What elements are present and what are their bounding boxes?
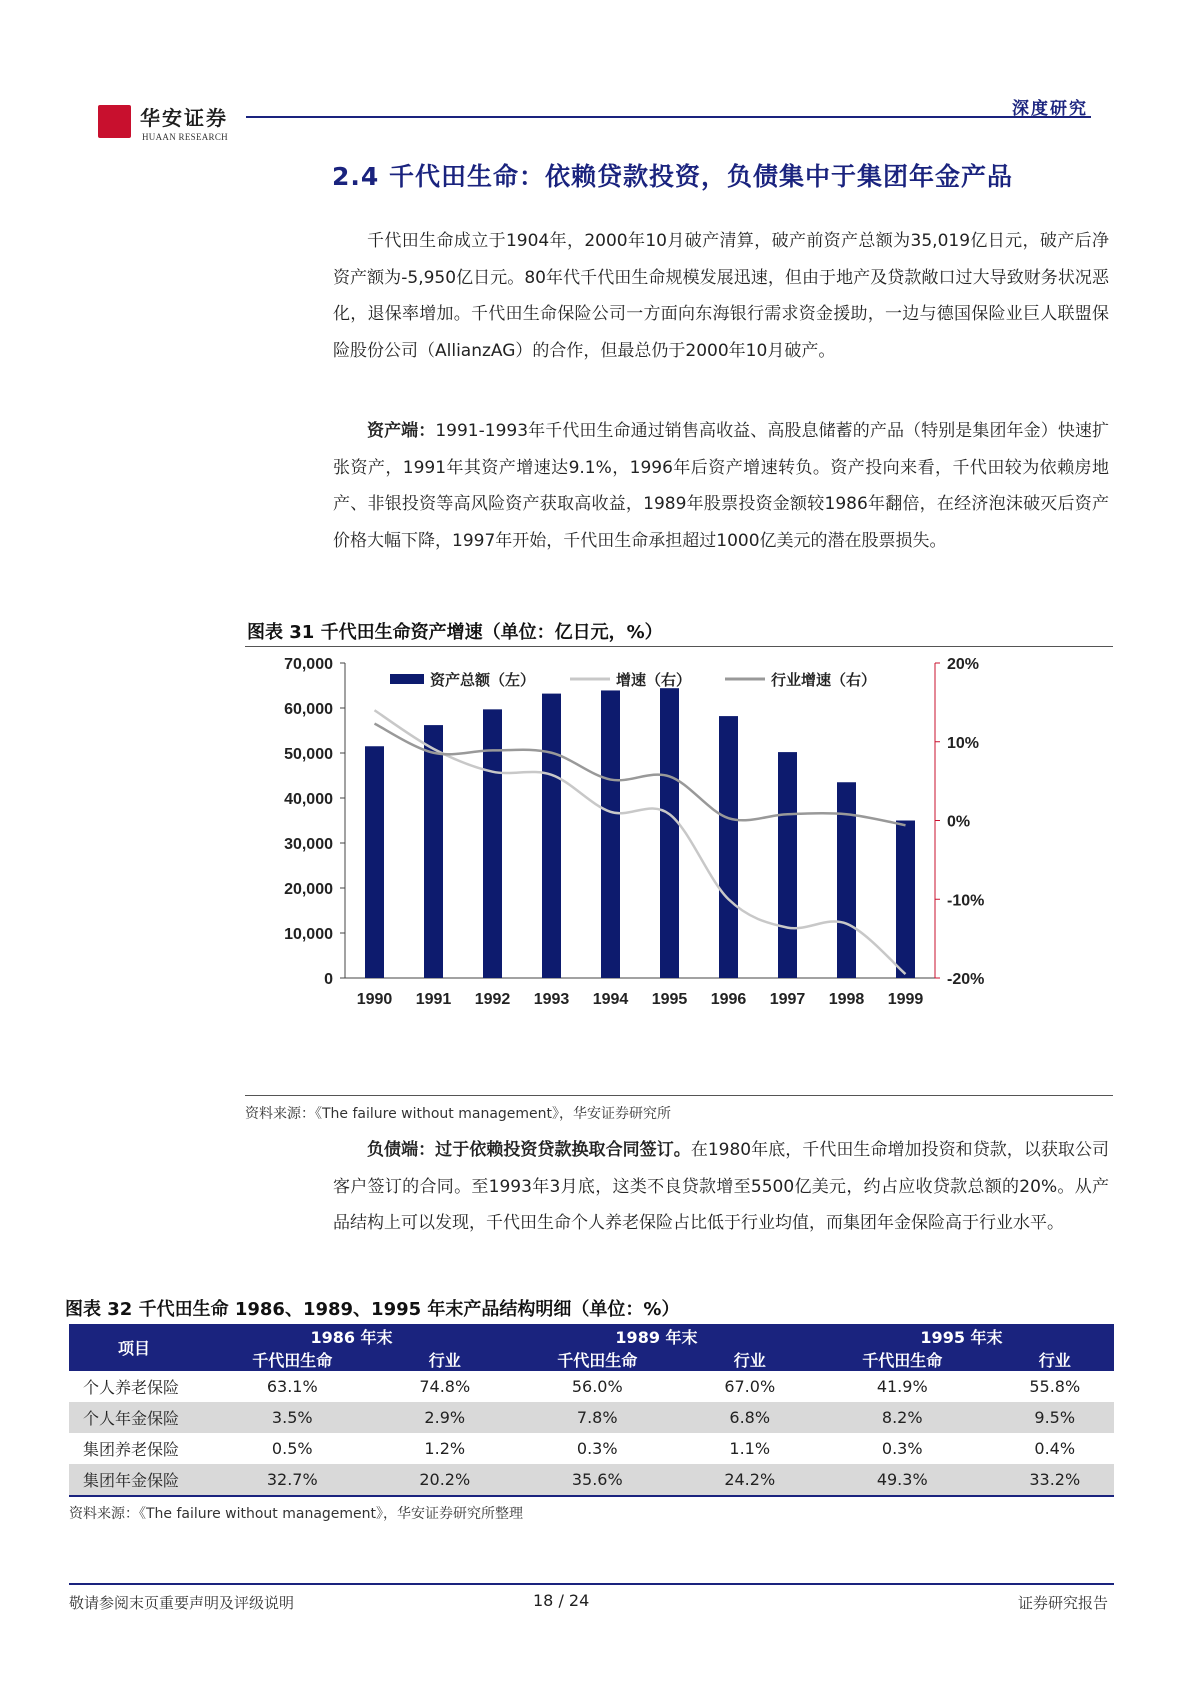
right-tick-label: 10% bbox=[947, 734, 980, 752]
footer-report-type: 证券研究报告 bbox=[1017, 1594, 1108, 1612]
figure32-source: 资料来源：《The failure without management》，华安证券研究所整理 bbox=[69, 1506, 524, 1522]
header-rule bbox=[246, 116, 1091, 118]
legend-swatch-bar bbox=[390, 674, 424, 684]
bar-1995 bbox=[660, 688, 679, 978]
x-tick-label: 1997 bbox=[769, 991, 806, 1008]
legend-label: 行业增速（右） bbox=[771, 671, 877, 689]
table-row bbox=[69, 1433, 1114, 1464]
legend-label: 资产总额（左） bbox=[430, 671, 536, 689]
table-year-header: 1986 年末 bbox=[199, 1324, 504, 1348]
section-title: 2.4 千代田生命：依赖贷款投资，负债集中于集团年金产品 bbox=[332, 162, 1013, 191]
table-subheader: 千代田生命 bbox=[504, 1348, 691, 1371]
table-cell: 74.8% bbox=[419, 1377, 471, 1396]
figure31-source: 资料来源：《The failure without management》，华安证券研究所 bbox=[245, 1106, 672, 1122]
left-tick-label: 70,000 bbox=[284, 656, 333, 673]
table-cell: 6.8% bbox=[691, 1402, 809, 1433]
legend-label: 增速（右） bbox=[616, 671, 692, 689]
table-subheader: 行业 bbox=[995, 1348, 1114, 1371]
table-cell: 24.2% bbox=[691, 1464, 809, 1496]
table-year-header: 1989 年末 bbox=[504, 1324, 809, 1348]
page-number: 18 / 24 bbox=[533, 1591, 590, 1610]
figure31-caption: 图表 31 千代田生命资产增速（单位：亿日元，%） bbox=[247, 622, 663, 643]
right-tick-label: 20% bbox=[947, 656, 980, 673]
footer-disclaimer: 敬请参阅末页重要声明及评级说明 bbox=[69, 1594, 295, 1612]
x-tick-label: 1994 bbox=[592, 991, 629, 1008]
right-tick-label: -20% bbox=[947, 971, 985, 988]
product-structure-table bbox=[69, 1324, 1114, 1497]
left-tick-label: 20,000 bbox=[284, 881, 333, 898]
x-tick-label: 1998 bbox=[828, 991, 865, 1008]
x-tick-label: 1993 bbox=[533, 991, 570, 1008]
table-cell: 3.5% bbox=[199, 1402, 386, 1433]
table-cell: 35.6% bbox=[504, 1464, 691, 1496]
table-cell: 8.2% bbox=[809, 1402, 996, 1433]
bar-1997 bbox=[778, 752, 797, 978]
x-tick-label: 1992 bbox=[474, 991, 511, 1008]
table-row bbox=[69, 1371, 1114, 1402]
bar-1990 bbox=[365, 746, 384, 978]
footer-rule bbox=[69, 1583, 1114, 1585]
bar-1998 bbox=[837, 782, 856, 978]
figure31-bottom-rule bbox=[245, 1095, 1113, 1096]
table-subheader: 行业 bbox=[691, 1348, 809, 1371]
table-subheader: 行业 bbox=[386, 1348, 504, 1371]
logo-text: 华安证券 bbox=[140, 106, 228, 130]
bar-1996 bbox=[719, 716, 738, 978]
table-cell: 63.1% bbox=[266, 1377, 318, 1396]
left-tick-label: 40,000 bbox=[284, 791, 333, 808]
logo-subtext: HUAAN RESEARCH bbox=[142, 132, 228, 142]
row-label: 个人年金保险 bbox=[69, 1402, 199, 1433]
figure32-caption: 图表 32 千代田生命 1986、1989、1995 年末产品结构明细（单位：%） bbox=[65, 1299, 680, 1320]
bar-1991 bbox=[424, 725, 443, 978]
left-tick-label: 60,000 bbox=[284, 701, 333, 718]
paragraph-liability bbox=[333, 1132, 1109, 1242]
table-row bbox=[69, 1402, 1114, 1433]
x-tick-label: 1990 bbox=[356, 991, 393, 1008]
row-label: 集团年金保险 bbox=[69, 1464, 199, 1496]
paragraph-asset-lead: 资产端： bbox=[367, 421, 436, 441]
x-tick-label: 1999 bbox=[887, 991, 924, 1008]
line-series-1 bbox=[375, 710, 906, 974]
table-cell: 55.8% bbox=[1029, 1377, 1081, 1396]
figure31-top-rule bbox=[245, 646, 1113, 647]
table-cell: 0.3% bbox=[881, 1439, 923, 1458]
table-cell: 2.9% bbox=[386, 1402, 504, 1433]
x-tick-label: 1995 bbox=[651, 991, 688, 1008]
table-cell: 1.2% bbox=[424, 1439, 466, 1458]
table-cell: 49.3% bbox=[809, 1464, 996, 1496]
paragraph-asset-body: 1991-1993年千代田生命通过销售高收益、高股息储蓄的产品（特别是集团年金）快速扩张资产，1991年其资产增速达9.1%，1996年后资产增速转负。资产投向来看，千代田较为依赖房地产、非银投资等高风险资产获取高收益，1989年股票投资金额较1986年翻倍，在经济泡沫破灭后资产价格大幅下降，1997年开始，千代田生命承担超过1000亿美元的潜在股票损失。 bbox=[333, 421, 1109, 551]
x-tick-label: 1996 bbox=[710, 991, 747, 1008]
bar-1994 bbox=[601, 690, 620, 978]
table-cell: 0.5% bbox=[271, 1439, 313, 1458]
table-cell: 67.0% bbox=[724, 1377, 776, 1396]
right-tick-label: -10% bbox=[947, 892, 985, 910]
table-cell: 33.2% bbox=[995, 1464, 1114, 1496]
bar-1993 bbox=[542, 694, 561, 978]
logo-icon bbox=[98, 105, 131, 138]
right-tick-label: 0% bbox=[947, 813, 971, 831]
table-subheader: 千代田生命 bbox=[199, 1348, 386, 1371]
table-cell: 41.9% bbox=[876, 1377, 928, 1396]
paragraph-liability-body: 在1980年底，千代田生命增加投资和贷款，以获取公司客户签订的合同。至1993年3月底，这类不良贷款增至5500亿美元，约占应收贷款总额的20%。从产品结构上可以发现，千代田生命个人养老保险占比低于行业均值，而集团年金保险高于行业水平。 bbox=[333, 1140, 1110, 1233]
left-tick-label: 0 bbox=[324, 971, 333, 988]
table-cell: 0.4% bbox=[1034, 1439, 1076, 1458]
left-tick-label: 30,000 bbox=[284, 836, 333, 853]
paragraph-intro: 千代田生命成立于1904年，2000年10月破产清算，破产前资产总额为35,019亿日元，破产后净资产额为-5,950亿日元。80年代千代田生命规模发展迅速，但由于地产及贷款敞口过大导致财务状况恶化，退保率增加。千代田生命保险公司一方面向东海银行需求资金援助，一边与德国保险业巨人联盟保险股份公司（AllianzAG）的合作，但最总仍于2000年10月破产。 bbox=[333, 231, 1109, 361]
x-tick-label: 1991 bbox=[415, 991, 452, 1008]
table-cell: 0.3% bbox=[576, 1439, 618, 1458]
left-tick-label: 10,000 bbox=[284, 926, 333, 943]
report-type-tag: 深度研究 bbox=[1012, 99, 1088, 119]
row-label: 集团养老保险 bbox=[83, 1440, 180, 1459]
bar-1999 bbox=[896, 821, 915, 979]
table-subheader: 千代田生命 bbox=[809, 1348, 996, 1371]
table-cell: 20.2% bbox=[386, 1464, 504, 1496]
table-year-header: 1995 年末 bbox=[809, 1324, 1114, 1348]
paragraph-asset bbox=[333, 413, 1109, 559]
left-tick-label: 50,000 bbox=[284, 746, 333, 763]
table-cell: 56.0% bbox=[571, 1377, 623, 1396]
table-cell: 1.1% bbox=[729, 1439, 771, 1458]
paragraph-liability-lead: 负债端：过于依赖投资贷款换取合同签订。 bbox=[367, 1140, 691, 1160]
table-cell: 32.7% bbox=[199, 1464, 386, 1496]
table-cell: 7.8% bbox=[504, 1402, 691, 1433]
row-label: 个人养老保险 bbox=[83, 1378, 180, 1397]
table-corner-header: 项目 bbox=[69, 1324, 199, 1371]
figure31-chart bbox=[245, 648, 1115, 1093]
table-row bbox=[69, 1464, 1114, 1496]
table-cell: 9.5% bbox=[995, 1402, 1114, 1433]
